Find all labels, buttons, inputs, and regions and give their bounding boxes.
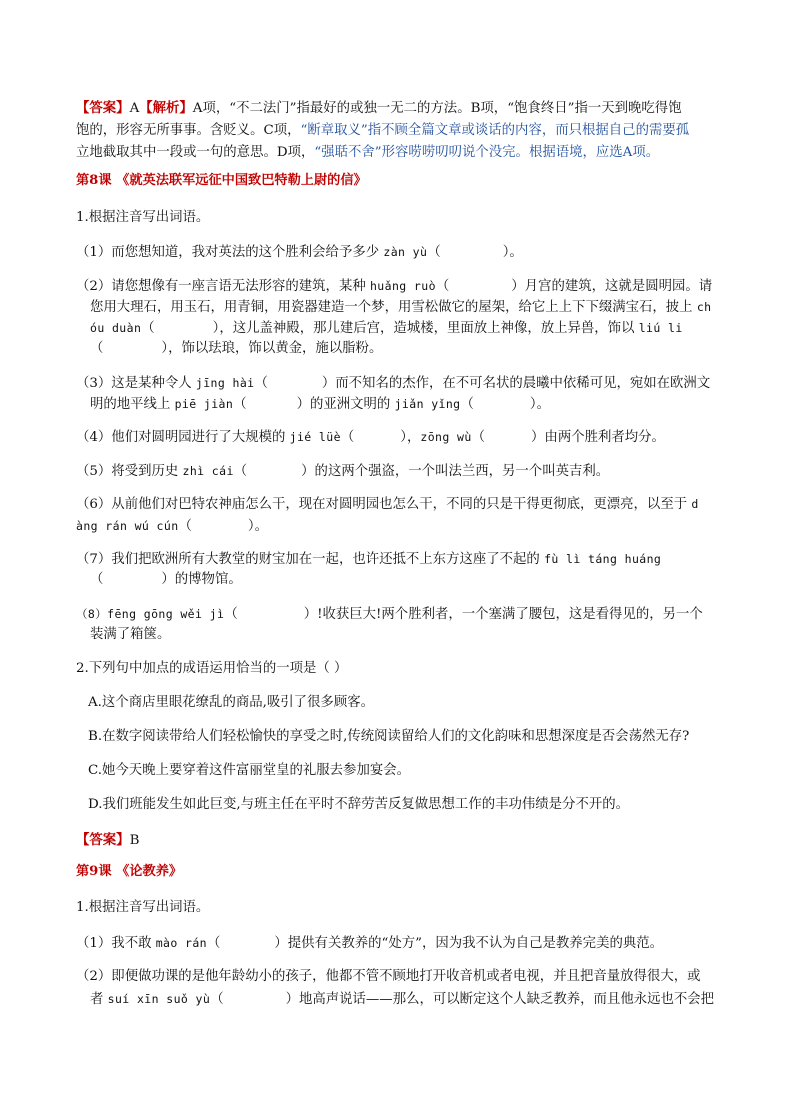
lesson-9-item-2-line-2 bbox=[90, 989, 714, 1010]
pinyin: jiǎn yǐng bbox=[394, 397, 461, 411]
pinyin: huǎng ruò bbox=[369, 279, 436, 293]
lesson-8-item-2-line-4 bbox=[90, 339, 382, 359]
item-text: （6）从前他们对巴特农神庙怎么干，现在对圆明园也怎么干，不同的只是干得更彻底，更漂亮，以至于 bbox=[76, 497, 692, 512]
option-c: C.她今天晚上要穿着这件富丽堂皇的礼服去参加宴会。 bbox=[88, 763, 411, 778]
pinyin: piē jiàn bbox=[174, 397, 234, 411]
item-text: ），饰以珐琅，饰以黄金，施以脂粉。 bbox=[161, 341, 383, 356]
answer-tag: 【答案】 bbox=[76, 832, 130, 848]
item-text: ）。 bbox=[247, 519, 269, 534]
item-text: ）。 bbox=[502, 245, 523, 260]
lesson-8-item-8-line-2: 装满了箱箧。 bbox=[90, 627, 171, 642]
lesson-8-question-2: 2.下列句中加点的成语运用恰当的一项是（ ） bbox=[76, 661, 348, 676]
pinyin: liú li bbox=[638, 321, 683, 335]
item-text: （2）请您想像有一座言语无法形容的建筑，某种 bbox=[76, 279, 370, 294]
pinyin: jīng hài bbox=[195, 376, 255, 390]
item-text: （ bbox=[207, 936, 221, 951]
item-text: ）的亚洲文明的 bbox=[296, 397, 395, 412]
item-text: 您用大理石，用玉石，用青铜，用瓷器建造一个梦，用雪松做它的屋架，给它上上下下缀满宝石，披上 bbox=[90, 300, 697, 315]
item-text: ），这儿盖神殿，那儿建后宫，造城楼，里面放上神像，放上异兽，饰以 bbox=[212, 321, 639, 336]
lesson-8-item-6-line-2 bbox=[76, 516, 268, 537]
analysis-text-highlight: “强聒不舍”形容唠唠叨叨说个没完。根据语境，应选A项。 bbox=[314, 145, 660, 160]
item-text: （7）我们把欧洲所有大教堂的财宝加在一起，也许还抵不上东方这座了不起的 bbox=[76, 552, 545, 567]
item-text: ）的博物馆。 bbox=[161, 572, 242, 587]
lesson-9-item-1 bbox=[76, 933, 663, 954]
lesson-8-item-5 bbox=[76, 461, 609, 482]
item-text: （1）我不敢 bbox=[76, 936, 156, 951]
answer-tag: 【答案】 bbox=[76, 100, 130, 116]
lesson-8-item-4 bbox=[76, 427, 665, 448]
pinyin: zōng wù bbox=[420, 430, 472, 444]
pinyin: mào rán bbox=[155, 936, 207, 950]
item-text: ）地高声说话——那么，可以断定这个人缺乏教养，而且他永远也不会把 bbox=[285, 992, 715, 1007]
item-text: （ bbox=[340, 430, 355, 445]
lesson-8-title: 第8课 《就英法联军远征中国致巴特勒上尉的信》 bbox=[76, 173, 367, 188]
option-a: A.这个商店里眼花缭乱的商品,吸引了很多顾客。 bbox=[88, 695, 374, 710]
item-text: （ bbox=[233, 397, 247, 412]
lesson-9-item-2: （2）即便做功课的是他年龄幼小的孩子，他都不管不顾地打开收音机或者电视，并且把音量放得很大，或 bbox=[76, 969, 701, 984]
answer-letter: A bbox=[129, 101, 140, 116]
lesson-8-question-1: 1.根据注音写出词语。 bbox=[76, 210, 210, 225]
lesson-8-item-2-line-3 bbox=[90, 318, 683, 339]
lesson-9-question-1: 1.根据注音写出词语。 bbox=[76, 900, 210, 915]
item-text: ）的这两个强盗，一个叫法兰西，另一个叫英吉利。 bbox=[301, 464, 610, 479]
lesson-8-item-7-line-2 bbox=[90, 570, 242, 590]
analysis-text: A项，“不二法门”指最好的或独一无二的方法。B项，“饱食终日”指一天到晚吃得饱 bbox=[192, 101, 682, 116]
analysis-text-highlight: “断章取义”指不顾全篇文章或谈话的内容，而只根据自己的需要孤 bbox=[300, 123, 690, 138]
lesson-8-item-3-line-2 bbox=[90, 394, 550, 415]
item-text: （5）将受到历史 bbox=[76, 464, 183, 479]
pinyin: óu duàn bbox=[90, 321, 142, 335]
lesson-8-item-2 bbox=[76, 276, 712, 297]
answer-letter: B bbox=[129, 833, 140, 848]
item-text: ）。 bbox=[529, 397, 550, 412]
lesson-8-item-1 bbox=[76, 242, 523, 263]
option-b: B.在数字阅读带给人们轻松愉快的享受之时,传统阅读留给人们的文化韵味和思想深度是否会荡然无存? bbox=[88, 729, 690, 744]
item-text: （3）这是某种令人 bbox=[76, 376, 196, 391]
item-text: （ bbox=[178, 519, 192, 534]
item-text: （ bbox=[233, 464, 248, 479]
pinyin: àng rán wú cún bbox=[76, 519, 179, 533]
lesson-8-item-8 bbox=[76, 604, 703, 625]
analysis-text: 饱的，形容无所事事。含贬义。C项， bbox=[76, 123, 301, 138]
item-text: （ bbox=[460, 397, 474, 412]
item-text: （ bbox=[435, 279, 450, 294]
pinyin: jié lüè bbox=[289, 430, 341, 444]
lesson-8-item-7 bbox=[76, 549, 661, 570]
answer-line-2 bbox=[76, 121, 689, 141]
pinyin: fù lì táng huáng bbox=[544, 552, 662, 566]
item-text: 明的地平线上 bbox=[90, 397, 175, 412]
item-text: （ bbox=[210, 992, 224, 1007]
item-text: （4）他们对圆明园进行了大规模的 bbox=[76, 430, 290, 445]
pinyin: d bbox=[691, 497, 699, 511]
item-text: （1）而您想知道，我对英法的这个胜利会给予多少 bbox=[76, 245, 384, 260]
pinyin: zàn yù bbox=[383, 245, 428, 259]
item-text: ）!收获巨大!两个胜利者，一个塞满了腰包，这是看得见的，另一个 bbox=[303, 607, 703, 622]
lesson-8-item-3 bbox=[76, 373, 710, 394]
analysis-tag: 【解析】 bbox=[139, 100, 193, 116]
item-text: （ bbox=[254, 376, 268, 391]
item-text: ）由两个胜利者均分。 bbox=[531, 430, 665, 445]
item-text: （ bbox=[90, 572, 104, 587]
pinyin: ch bbox=[696, 300, 712, 314]
pinyin: （8）fēng gōng wěi jì bbox=[76, 607, 225, 621]
pinyin: zhì cái bbox=[182, 464, 234, 478]
pinyin: suí xīn suǒ yù bbox=[107, 992, 211, 1006]
item-text: ）而不知名的杰作，在不可名状的晨曦中依稀可见，宛如在欧洲文 bbox=[321, 376, 711, 391]
item-text: （ bbox=[141, 321, 155, 336]
lesson-8-item-6 bbox=[76, 494, 699, 515]
option-d: D.我们班能发生如此巨变,与班主任在平时不辞劳苦反复做思想工作的丰功伟绩是分不开的。 bbox=[88, 797, 630, 812]
analysis-text: 立地截取其中一段或一句的意思。D项， bbox=[76, 145, 315, 160]
answer-line-3 bbox=[76, 143, 659, 163]
answer-line-1 bbox=[76, 98, 682, 119]
item-text: （ bbox=[90, 341, 104, 356]
item-text: 者 bbox=[90, 992, 108, 1007]
item-text: （ bbox=[471, 430, 486, 445]
item-text: （ bbox=[224, 607, 238, 622]
item-text: ）， bbox=[400, 430, 421, 445]
item-text: ）提供有关教养的“处方”，因为我不认为自己是教养完美的典范。 bbox=[274, 936, 664, 951]
lesson-8-answer bbox=[76, 830, 139, 851]
item-text: ）月宫的建筑，这就是圆明园。请 bbox=[511, 279, 713, 294]
lesson-9-title: 第9课 《论教养》 bbox=[76, 864, 183, 879]
lesson-8-item-2-line-2 bbox=[90, 297, 712, 318]
item-text: （ bbox=[427, 245, 441, 260]
